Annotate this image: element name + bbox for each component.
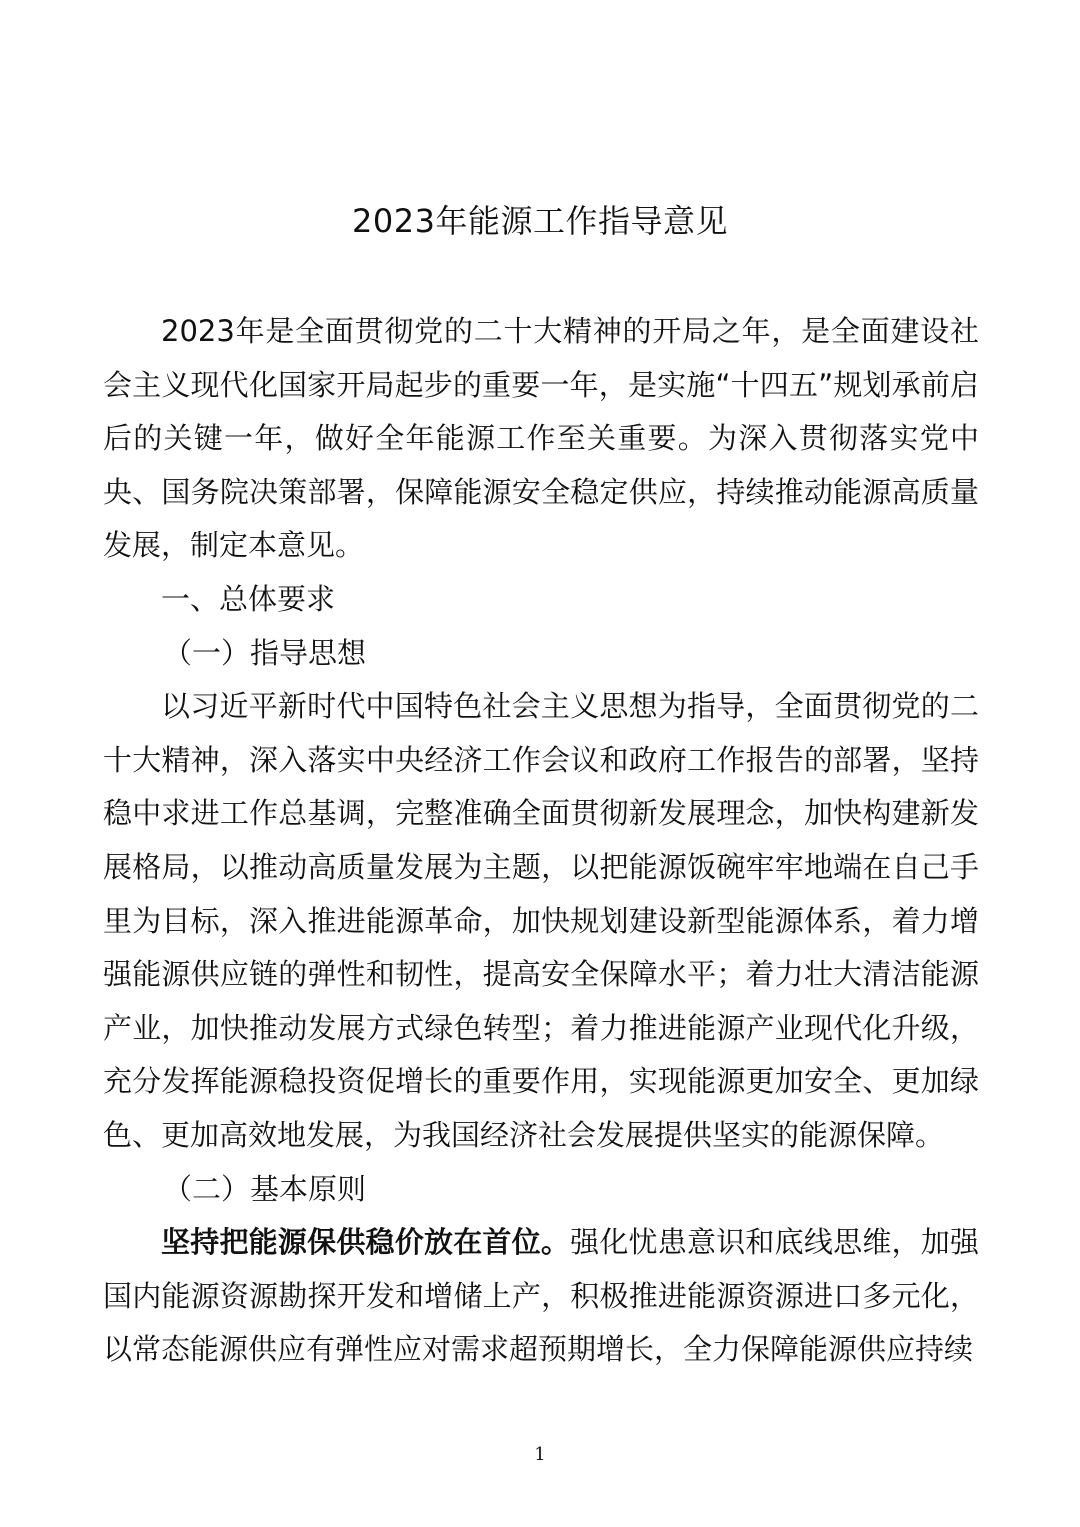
section-heading-general-requirements: 一、总体要求 — [161, 581, 336, 616]
document-body — [103, 305, 979, 1377]
subsection-heading-basic-principles: （二）基本原则 — [163, 1171, 367, 1206]
page-number: 1 — [534, 1444, 546, 1465]
principle-paragraph — [103, 1216, 979, 1377]
principle-text: 强化忧患意识和底线思维，加强国内能源资源勘探开发和增储上产，积极推进能源资源进口多元化，以常态能源供应有弹性应对需求超预期增长，全力保障能源供应持续 — [103, 1225, 979, 1367]
guiding-thought-paragraph: 以习近平新时代中国特色社会主义思想为指导，全面贯彻党的二十大精神，深入落实中央经济工作会议和政府工作报告的部署，坚持稳中求进工作总基调，完整准确全面贯彻新发展理念，加快构建新发展格局，以推动高质量发展为主题，以把能源饭碗牢牢地端在自己手里为目标，深入推进能源革命，加快规划建设新型能源体系，着力增强能源供应链的弹性和韧性，提高安全保障水平；着力壮大清洁能源产业，加快推动发展方式绿色转型；着力推进能源产业现代化升级，充分发挥能源稳投资促增长的重要作用，实现能源更加安全、更加绿色、更加高效地发展，为我国经济社会发展提供坚实的能源保障。 — [103, 689, 979, 1152]
intro-paragraph: 2023年是全面贯彻党的二十大精神的开局之年，是全面建设社会主义现代化国家开局起步的重要一年，是实施“十四五”规划承前启后的关键一年，做好全年能源工作至关重要。为深入贯彻落实党中央、国务院决策部署，保障能源安全稳定供应，持续推动能源高质量发展，制定本意见。 — [103, 314, 979, 563]
subsection-heading-guiding-thought: （一）指导思想 — [163, 635, 367, 670]
document-title: 2023年能源工作指导意见 — [352, 202, 728, 240]
principle-lead: 坚持把能源保供稳价放在首位。 — [161, 1225, 571, 1260]
